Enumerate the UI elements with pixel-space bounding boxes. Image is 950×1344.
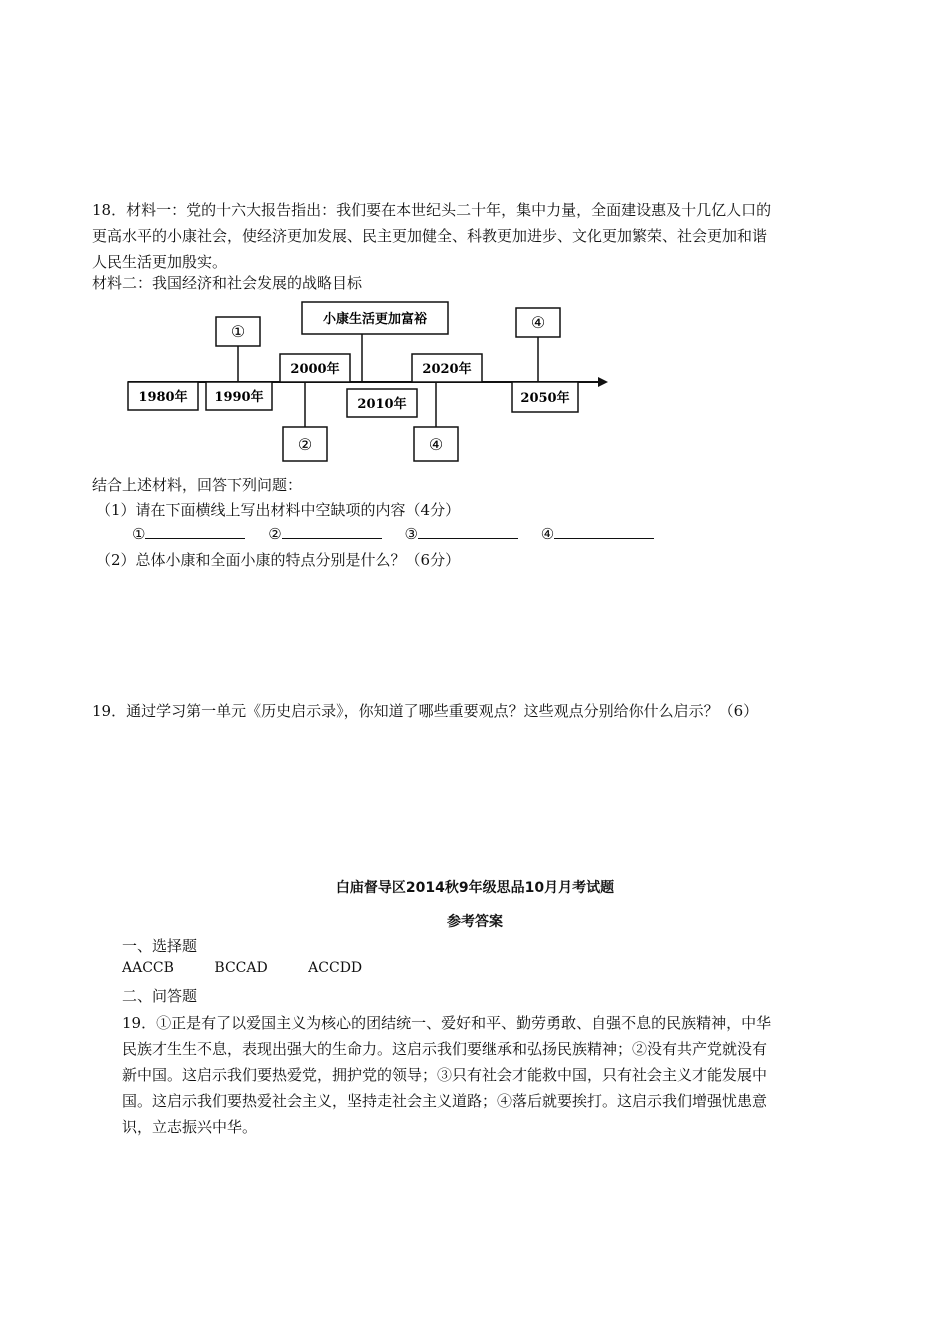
timeline-box-2000 bbox=[280, 354, 350, 382]
q18-answer-blanks bbox=[132, 524, 672, 543]
answer-19 bbox=[122, 1010, 860, 1140]
answer-blank-3[interactable] bbox=[418, 524, 518, 539]
timeline-box-2010 bbox=[347, 389, 417, 417]
timeline-box-2050 bbox=[512, 382, 578, 412]
timeline-box-circle-4-bottom bbox=[414, 427, 458, 461]
timeline-arrow bbox=[598, 377, 608, 387]
year-1990-label: 1990年 bbox=[214, 390, 264, 405]
answer-19-line-1: 19．①正是有了以爱国主义为核心的团结统一、爱好和平、勤劳勇敢、自强不息的民族精神，中华 bbox=[122, 1014, 772, 1032]
answer-key-subtitle: 参考答案 bbox=[447, 914, 503, 930]
q18-line-2: 更高水平的小康社会，使经济更加发展、民主更加健全、科教更加进步、文化更加繁荣、社会更加和谐 bbox=[92, 227, 768, 245]
year-1980-label: 1980年 bbox=[138, 390, 188, 405]
answer-19-line-3: 新中国。这启示我们要热爱党，拥护党的领导；③只有社会才能救中国，只有社会主义才能发展中 bbox=[122, 1066, 768, 1084]
section-qa-heading: 二、问答题 bbox=[122, 987, 198, 1005]
section-choice-heading: 一、选择题 bbox=[122, 937, 198, 955]
circle-2-label: ② bbox=[297, 435, 313, 454]
blank-label-4: ④ bbox=[540, 525, 555, 543]
circle-4-bottom-label: ④ bbox=[428, 435, 444, 454]
timeline-box-1980 bbox=[128, 382, 198, 410]
answer-blank-1[interactable] bbox=[145, 524, 245, 539]
q18-sub-question-2: （2）总体小康和全面小康的特点分别是什么？（6分） bbox=[96, 551, 461, 569]
choice-group-2: BCCAD bbox=[214, 960, 268, 976]
circle-4-top-label: ④ bbox=[530, 313, 546, 332]
year-2050-label: 2050年 bbox=[520, 391, 570, 406]
timeline-box-circle-2 bbox=[283, 427, 327, 461]
circle-1-label: ① bbox=[230, 322, 246, 341]
question-19: 19．通过学习第一单元《历史启示录》，你知道了哪些重要观点？这些观点分别给你什么启示？（6） bbox=[92, 702, 759, 720]
timeline-box-xiaokang bbox=[302, 302, 448, 334]
year-2010-label: 2010年 bbox=[357, 397, 407, 412]
answer-key-title: 白庙督导区2014秋9年级思品10月月考试题 bbox=[335, 880, 615, 896]
timeline-box-circle-1 bbox=[216, 317, 260, 346]
year-2020-label: 2020年 bbox=[422, 362, 472, 377]
year-2000-label: 2000年 bbox=[290, 362, 340, 377]
choice-group-3: ACCDD bbox=[308, 960, 363, 976]
q18-line-3: 人民生活更加殷实。 bbox=[92, 253, 228, 271]
q18-sub-question-1: （1）请在下面横线上写出材料中空缺项的内容（4分） bbox=[96, 501, 461, 519]
strategic-goal-timeline bbox=[120, 296, 620, 466]
q18-line-1: 18．材料一：党的十六大报告指出：我们要在本世纪头二十年，集中力量，全面建设惠及十几亿人口的 bbox=[92, 201, 772, 219]
timeline-box-1990 bbox=[206, 382, 272, 410]
choice-answers bbox=[122, 960, 398, 976]
timeline-box-circle-4-top bbox=[516, 308, 560, 337]
blank-label-2: ② bbox=[268, 525, 282, 543]
answer-19-line-5: 识，立志振兴中华。 bbox=[122, 1118, 258, 1136]
xiaokang-label: 小康生活更加富裕 bbox=[322, 312, 428, 327]
blank-label-3: ③ bbox=[404, 525, 418, 543]
timeline-box-2020 bbox=[412, 354, 482, 382]
choice-group-1: AACCB bbox=[122, 960, 174, 976]
material-2-label: 材料二：我国经济和社会发展的战略目标 bbox=[92, 274, 363, 292]
answer-19-line-2: 民族才生生不息，表现出强大的生命力。这启示我们要继承和弘扬民族精神；②没有共产党就没有 bbox=[122, 1040, 768, 1058]
answer-blank-4[interactable] bbox=[554, 524, 654, 539]
q18-prompt: 结合上述材料，回答下列问题： bbox=[92, 476, 303, 494]
answer-blank-2[interactable] bbox=[282, 524, 382, 539]
question-18-material-1 bbox=[92, 197, 862, 275]
answer-19-line-4: 国。这启示我们要热爱社会主义，坚持走社会主义道路；④落后就要挨打。这启示我们增强忧患意 bbox=[122, 1092, 768, 1110]
blank-label-1: ① bbox=[132, 525, 146, 543]
